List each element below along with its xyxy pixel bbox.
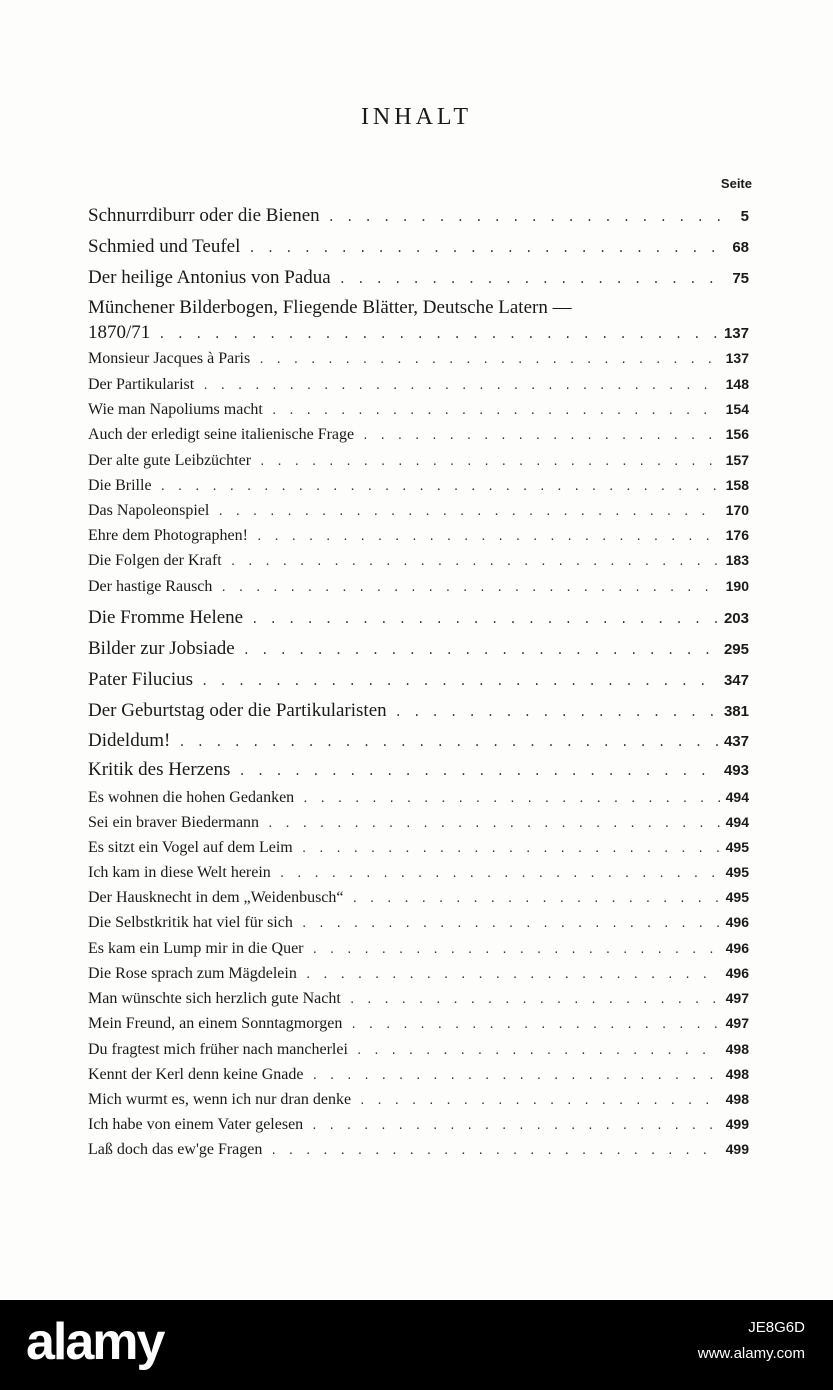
toc-entry[interactable] [88, 426, 749, 444]
toc-entry-title: Es sitzt ein Vogel auf dem Leim [88, 839, 293, 856]
leader-dots [271, 404, 720, 417]
toc-entry-title: Schnurrdiburr oder die Bienen [88, 205, 320, 226]
toc-entry[interactable] [88, 452, 749, 470]
toc-entry[interactable] [88, 1091, 749, 1109]
toc-entry-page: 498 [725, 1041, 749, 1057]
leader-dots [328, 210, 735, 224]
toc-entry[interactable] [88, 1041, 749, 1059]
toc-entry[interactable] [88, 789, 749, 807]
toc-entry-page: 347 [723, 672, 749, 689]
toc-entry-title: Die Brille [88, 477, 152, 494]
page-title: INHALT [360, 104, 473, 130]
toc-entry-title: Der heilige Antonius von Padua [88, 267, 331, 288]
leader-dots [279, 867, 720, 880]
toc-entry-title: Der Partikularist [88, 376, 195, 393]
toc-entry-page: 137 [725, 350, 749, 366]
leader-dots [301, 842, 720, 855]
toc-entry-title: Ich habe von einem Vater gelesen [88, 1116, 304, 1133]
leader-dots [312, 943, 720, 956]
toc-entry[interactable] [88, 889, 749, 907]
toc-entry-title: Es kam ein Lump mir in die Quer [88, 940, 304, 957]
toc-entry-page: 495 [725, 864, 749, 880]
toc-entry-page: 495 [725, 889, 749, 905]
toc-entry[interactable] [88, 401, 749, 419]
toc-entry[interactable] [88, 814, 749, 832]
leader-dots [350, 1018, 719, 1031]
toc-entry-title: Auch der erledigt seine italienische Frage [88, 426, 355, 443]
leader-dots [395, 705, 718, 719]
leader-dots [349, 993, 720, 1006]
toc-entry-page: 499 [725, 1141, 749, 1157]
toc-entry-page: 496 [725, 914, 749, 930]
toc-entry-page: 381 [723, 703, 749, 720]
toc-entry-title: Ehre dem Photographen! [88, 527, 248, 544]
toc-entry[interactable] [88, 267, 749, 289]
toc-entry-title: Das Napoleonspiel [88, 502, 210, 519]
watermark-image-id: JE8G6D [748, 1319, 805, 1336]
leader-dots [302, 792, 719, 805]
toc-entry-title: Kennt der Kerl denn keine Gnade [88, 1066, 304, 1083]
toc-entry-page: 190 [725, 578, 749, 594]
leader-dots [238, 764, 718, 778]
toc-entry-title: Schmied und Teufel [88, 236, 241, 257]
toc-entry-title: Der Geburtstag oder die Partikularisten [88, 700, 387, 721]
toc-entry[interactable] [88, 236, 749, 258]
leader-dots [362, 429, 720, 442]
toc-entry-title: Die Fromme Helene [88, 607, 244, 628]
toc-entry-title: Der Hausknecht in dem „Weidenbusch“ [88, 889, 344, 906]
toc-entry-title: 1870/71 [88, 322, 151, 343]
toc-entry[interactable] [88, 914, 749, 932]
toc-entry-title: Du fragtest mich früher nach mancherlei [88, 1041, 348, 1058]
leader-dots [359, 1094, 720, 1107]
toc-entry-title: Die Selbstkritik hat viel für sich [88, 914, 293, 931]
toc-entry-page: 497 [725, 990, 749, 1006]
leader-dots [217, 505, 719, 518]
leader-dots [230, 555, 720, 568]
toc-entry[interactable] [88, 477, 749, 495]
toc-entry-page: 137 [723, 325, 749, 342]
toc-entry-title: Wie man Napoliums macht [88, 401, 263, 418]
toc-entry[interactable] [88, 864, 749, 882]
toc-entry-page: 157 [725, 452, 749, 468]
leader-dots [356, 1044, 720, 1057]
toc-entry-title: Kritik des Herzens [88, 759, 231, 780]
toc-entry[interactable] [88, 1141, 749, 1159]
toc-entry[interactable] [88, 1066, 749, 1084]
leader-dots [243, 643, 718, 657]
toc-entry-page: 497 [725, 1015, 749, 1031]
toc-entry[interactable] [88, 552, 749, 570]
toc-entry-page: 203 [723, 610, 749, 627]
toc-entry-title: Pater Filucius [88, 669, 194, 690]
toc-entry[interactable] [88, 1116, 749, 1134]
leader-dots [160, 480, 720, 493]
leader-dots [248, 241, 726, 255]
toc-entry-title: Es wohnen die hohen Gedanken [88, 789, 295, 806]
toc-entry-page: 496 [725, 940, 749, 956]
toc-entry[interactable] [88, 990, 749, 1008]
toc-entry-page: 496 [725, 965, 749, 981]
toc-entry[interactable] [88, 759, 749, 781]
toc-entry[interactable] [88, 527, 749, 545]
toc-entry-title: Mein Freund, an einem Sonntagmorgen [88, 1015, 343, 1032]
leader-dots [311, 1119, 719, 1132]
watermark-info [698, 1315, 805, 1367]
toc-entry-title: Sei ein braver Biedermann [88, 814, 260, 831]
toc-entry-page: 494 [725, 789, 749, 805]
toc-entry[interactable] [88, 730, 749, 752]
toc-entry-page: 5 [740, 208, 749, 225]
leader-dots [258, 353, 719, 366]
toc-entry[interactable] [88, 297, 749, 344]
toc-entry[interactable] [88, 940, 749, 958]
leader-dots [267, 817, 720, 830]
toc-entry-title-line1: Münchener Bilderbogen, Fliegende Blätter, Deutsche Latern — [88, 297, 572, 318]
toc-entry-page: 75 [732, 270, 749, 287]
toc-entry-title: Ich kam in diese Welt herein [88, 864, 271, 881]
leader-dots [352, 892, 720, 905]
toc-entry-title: Man wünschte sich herzlich gute Nacht [88, 990, 341, 1007]
toc-entry[interactable] [88, 965, 749, 983]
toc-entry-page: 437 [723, 733, 749, 750]
toc-entry-title: Der alte gute Leibzüchter [88, 452, 252, 469]
leader-dots [202, 379, 719, 392]
toc-entry-page: 156 [725, 426, 749, 442]
toc-entry-title: Die Rose sprach zum Mägdelein [88, 965, 297, 982]
toc-entry[interactable] [88, 839, 749, 857]
toc-entry[interactable] [88, 638, 749, 660]
watermark-logo: alamy [26, 1313, 164, 1371]
toc-entry-page: 176 [725, 527, 749, 543]
toc-entry-title: Die Folgen der Kraft [88, 552, 222, 569]
toc-entry[interactable] [88, 1015, 749, 1033]
leader-dots [339, 272, 727, 286]
leader-dots [256, 530, 720, 543]
toc-entry-page: 493 [723, 762, 749, 779]
leader-dots [311, 1069, 719, 1082]
leader-dots [201, 674, 718, 688]
toc-entry-page: 498 [725, 1091, 749, 1107]
toc-entry-page: 495 [725, 839, 749, 855]
toc-entry[interactable] [88, 350, 749, 368]
toc-entry-page: 158 [725, 477, 749, 493]
toc-entry-page: 68 [732, 239, 749, 256]
toc-entry[interactable] [88, 700, 749, 722]
toc-entry[interactable] [88, 376, 749, 394]
toc-entry-page: 499 [725, 1116, 749, 1132]
leader-dots [259, 455, 720, 468]
toc-entry-title: Dideldum! [88, 730, 171, 751]
leader-dots [251, 612, 718, 626]
leader-dots [158, 327, 718, 341]
leader-dots [301, 917, 720, 930]
toc-entry[interactable] [88, 607, 749, 629]
leader-dots [270, 1144, 719, 1157]
toc-entry-page: 183 [725, 552, 749, 568]
leader-dots [178, 735, 718, 749]
page-column-label: Seite [720, 176, 752, 191]
toc-entry[interactable] [88, 502, 749, 520]
toc-entry-title: Der hastige Rausch [88, 578, 213, 595]
toc-entry-title: Monsieur Jacques à Paris [88, 350, 251, 367]
toc-entry[interactable] [88, 205, 749, 227]
toc-entry-title: Bilder zur Jobsiade [88, 638, 235, 659]
toc-entry-title: Laß doch das ew'ge Fragen [88, 1141, 263, 1158]
toc-entry-page: 494 [725, 814, 749, 830]
toc-entry-page: 170 [725, 502, 749, 518]
toc-entry-page: 154 [725, 401, 749, 417]
toc-entry-page: 295 [723, 641, 749, 658]
toc-entry-title: Mich wurmt es, wenn ich nur dran denke [88, 1091, 352, 1108]
watermark-site: www.alamy.com [697, 1345, 805, 1362]
leader-dots [220, 581, 719, 594]
leader-dots [305, 968, 720, 981]
toc-entry-page: 148 [725, 376, 749, 392]
toc-entry[interactable] [88, 578, 749, 596]
toc-entry[interactable] [88, 669, 749, 691]
toc-entry-page: 498 [725, 1066, 749, 1082]
